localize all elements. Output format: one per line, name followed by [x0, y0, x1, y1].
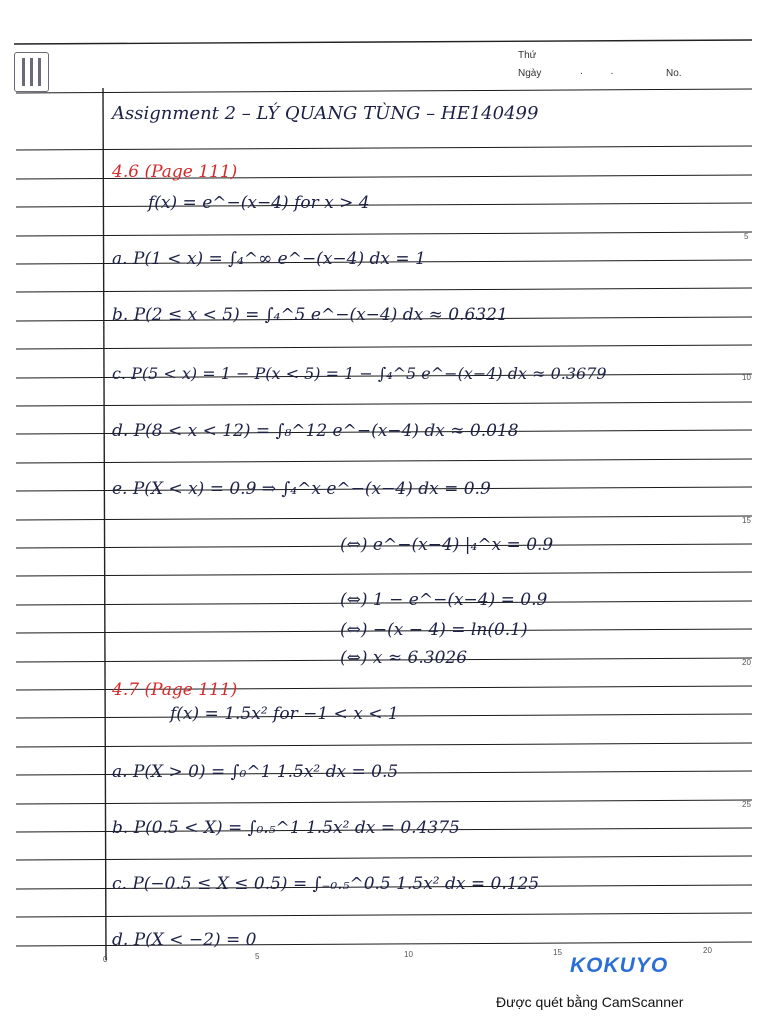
ruler-bottom-15: 15: [553, 948, 562, 957]
ruler-bottom-5: 5: [255, 952, 260, 961]
ruled-line: [16, 288, 752, 292]
ruler-right-15: 15: [742, 516, 751, 525]
header-date-dots: . .: [580, 66, 614, 77]
header-thu-label: Thứ: [518, 50, 537, 61]
header-no-label: No.: [666, 68, 682, 79]
ruled-line: [16, 572, 752, 576]
ruled-line: [16, 402, 752, 406]
problem-4-6-line-b: b. P(2 ≤ x < 5) = ∫₄^5 e^−(x−4) dx ≈ 0.6321: [112, 305, 508, 325]
top-border-line: [14, 40, 752, 44]
problem-4-6-step-3: (⇔) −(x − 4) = ln(0.1): [340, 620, 528, 640]
ruled-line: [16, 516, 752, 520]
ruled-line: [16, 146, 752, 150]
ruled-line: [16, 89, 752, 93]
ruled-line: [16, 232, 752, 236]
problem-4-6-step-4: (⇔) x ≈ 6.3026: [340, 648, 468, 668]
problem-4-6-line-e: e. P(X < x) = 0.9 ⇒ ∫₄^x e^−(x−4) dx = 0.9: [112, 479, 491, 499]
assignment-title: Assignment 2 – LÝ QUANG TÙNG – HE140499: [112, 103, 539, 124]
ruled-line: [16, 743, 752, 747]
problem-4-6-pdf: f(x) = e^−(x−4) for x > 4: [148, 193, 370, 213]
ruled-line: [16, 203, 752, 207]
ruled-line: [16, 800, 752, 804]
kokuyo-logo: KOKUYO: [570, 954, 669, 977]
ruled-line: [16, 913, 752, 917]
problem-4-7-line-b: b. P(0.5 < X) = ∫₀.₅^1 1.5x² dx = 0.4375: [112, 818, 460, 838]
problem-4-6-heading: 4.6 (Page 111): [112, 162, 238, 182]
ruler-right-20: 20: [742, 658, 751, 667]
ruled-line: [16, 345, 752, 349]
problem-4-7-line-c: c. P(−0.5 ≤ X ≤ 0.5) = ∫₋₀.₅^0.5 1.5x² dx = 0.125: [112, 874, 540, 894]
ruler-bottom-10: 10: [404, 950, 413, 959]
header-ngay-label: Ngày: [518, 68, 542, 79]
problem-4-6-step-1: (⇔) e^−(x−4) |₄^x = 0.9: [340, 535, 554, 555]
problem-4-7-heading: 4.7 (Page 111): [112, 680, 238, 700]
problem-4-6-line-d: d. P(8 < x < 12) = ∫₈^12 e^−(x−4) dx ≈ 0.018: [112, 421, 519, 441]
problem-4-7-line-a: a. P(X > 0) = ∫₀^1 1.5x² dx = 0.5: [112, 762, 399, 782]
problem-4-7-pdf: f(x) = 1.5x² for −1 < x < 1: [170, 704, 399, 724]
ruler-bottom-20: 20: [703, 946, 712, 955]
problem-4-7-line-d: d. P(X < −2) = 0: [112, 930, 257, 950]
ruler-right-5: 5: [744, 232, 749, 241]
margin-line: [103, 88, 106, 960]
binder-margin-box: [14, 52, 49, 92]
problem-4-6-line-a: a. P(1 < x) = ∫₄^∞ e^−(x−4) dx = 1: [112, 249, 426, 269]
problem-4-6-step-2: (⇔) 1 − e^−(x−4) = 0.9: [340, 590, 548, 610]
ruler-right-25: 25: [742, 800, 751, 809]
ruled-line: [16, 856, 752, 860]
ruled-line: [16, 459, 752, 463]
ruler-bottom-0: 0: [103, 955, 108, 964]
camscanner-footer: Được quét bằng CamScanner: [496, 994, 684, 1010]
ruler-right-10: 10: [742, 373, 751, 382]
problem-4-6-line-c: c. P(5 < x) = 1 − P(x < 5) = 1 − ∫₄^5 e^−(x−4) dx ≈ 0.3679: [112, 364, 607, 383]
